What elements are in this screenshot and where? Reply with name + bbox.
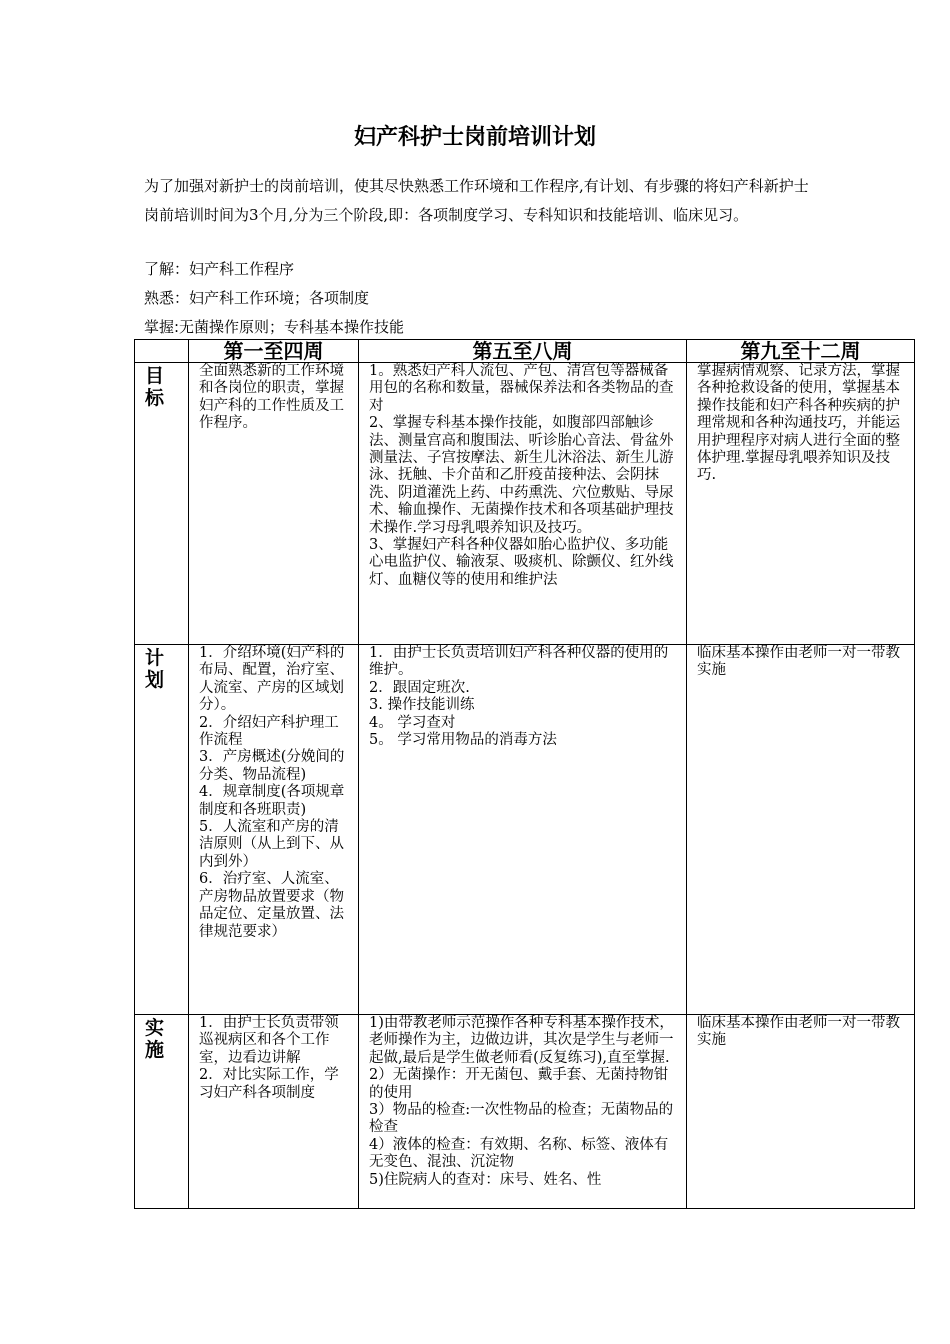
cell-paragraph: 6．治疗室、人流室、产房物品放置要求（物品定位、定量放置、法律规范要求） bbox=[199, 871, 344, 940]
familiar-line: 熟悉：妇产科工作环境；各项制度 bbox=[144, 289, 370, 307]
goal-week-9-12 bbox=[687, 363, 915, 645]
table-header-row bbox=[135, 340, 915, 363]
header-empty bbox=[135, 340, 189, 363]
cell-paragraph: 3．产房概述(分娩间的分类、物品流程) bbox=[199, 749, 345, 783]
implement-week-5-8 bbox=[359, 1015, 687, 1209]
cell-paragraph: 2．跟固定班次. bbox=[369, 679, 470, 696]
cell-paragraph: 临床基本操作由老师一对一带教实施 bbox=[697, 1015, 900, 1049]
row-label-implement: 实 施 bbox=[135, 1015, 189, 1209]
plan-week-5-8 bbox=[359, 645, 687, 1015]
intro-paragraph: 为了加强对新护士的岗前培训，使其尽快熟悉工作环境和工作程序,有计划、有步骤的将妇产科新护士岗前培训时间为3个月,分为三个阶段,即：各项制度学习、专科知识和技能培训、临床见习。 bbox=[144, 177, 809, 224]
header-week-1-4: 第一至四周 bbox=[189, 340, 359, 363]
cell-paragraph: 4．规章制度(各项规章制度和各班职责) bbox=[199, 784, 345, 818]
cell-paragraph: 1。熟悉妇产科人流包、产包、清宫包等器械备用包的名称和数量，器械保养法和各类物品的查对 bbox=[369, 363, 674, 414]
master-line: 掌握:无菌操作原则；专科基本操作技能 bbox=[144, 318, 405, 336]
understand-line: 了解：妇产科工作程序 bbox=[144, 260, 295, 278]
plan-week-1-4 bbox=[189, 645, 359, 1015]
cell-paragraph: 5)住院病人的查对：床号、姓名、性 bbox=[369, 1171, 602, 1188]
cell-paragraph: 3. 操作技能训练 bbox=[369, 697, 475, 714]
cell-paragraph: 2、掌握专科基本操作技能，如腹部四部触诊法、测量宫高和腹围法、听诊胎心音法、骨盆外测量法、子宫按摩法、新生儿沐浴法、新生儿游泳、抚触、卡介苗和乙肝疫苗接种法、会阴抹洗、阴道灌洗上药、中药熏洗、穴位敷贴、导尿术、输血操作、无菌操作技术和各项基础护理技术操作.学习母乳喂养知识及技巧。 bbox=[369, 415, 674, 536]
plan-week-9-12 bbox=[687, 645, 915, 1015]
implement-week-1-4 bbox=[189, 1015, 359, 1209]
cell-paragraph: 5．人流室和产房的清洁原则（从上到下、从内到外） bbox=[199, 819, 344, 870]
page-title: 妇产科护士岗前培训计划 bbox=[353, 125, 596, 150]
cell-paragraph: 1．介绍环境(妇产科的布局、配置，治疗室、人流室、产房的区域划分）。 bbox=[199, 645, 345, 714]
cell-paragraph: 全面熟悉新的工作环境和各岗位的职责，掌握妇产科的工作性质及工作程序。 bbox=[199, 363, 344, 432]
goal-week-1-4 bbox=[189, 363, 359, 645]
goal-week-5-8 bbox=[359, 363, 687, 645]
cell-paragraph: 1)由带教老师示范操作各种专科基本操作技术，老师操作为主，边做边讲，其次是学生与老师一起做,最后是学生做老师看(反复练习),直至掌握. bbox=[369, 1015, 674, 1066]
cell-paragraph: 2．对比实际工作，学习妇产科各项制度 bbox=[199, 1067, 339, 1101]
table-row bbox=[135, 645, 915, 1015]
cell-paragraph: 4）液体的检查：有效期、名称、标签、液体有无变色、混浊、沉淀物 bbox=[369, 1136, 669, 1171]
cell-paragraph: 3、掌握妇产科各种仪器如胎心监护仪、多功能心电监护仪、输液泵、吸痰机、除颤仪、红外线灯、血糖仪等的使用和维护法 bbox=[369, 537, 674, 588]
cell-paragraph: 2．介绍妇产科护理工作流程 bbox=[199, 714, 339, 749]
cell-paragraph: 4。 学习查对 bbox=[369, 714, 456, 731]
cell-paragraph: 掌握病情观察、记录方法，掌握各种抢救设备的使用，掌握基本操作技能和妇产科各种疾病的护理常规和各种沟通技巧，并能运用护理程序对病人进行全面的整体护理.掌握母乳喂养知识及技巧. bbox=[697, 363, 900, 484]
implement-week-9-12 bbox=[687, 1015, 915, 1209]
table-row bbox=[135, 363, 915, 645]
row-label-plan: 计 划 bbox=[135, 645, 189, 1015]
table-row bbox=[135, 1015, 915, 1209]
header-week-9-12: 第九至十二周 bbox=[687, 340, 915, 363]
cell-paragraph: 3）物品的检查:一次性物品的检查；无菌物品的检查 bbox=[369, 1102, 674, 1136]
cell-paragraph: 临床基本操作由老师一对一带教实施 bbox=[697, 645, 900, 679]
row-label-goal: 目 标 bbox=[135, 363, 189, 645]
cell-paragraph: 1．由护士长负责带领巡视病区和各个工作室，边看边讲解 bbox=[199, 1015, 339, 1066]
training-plan-table bbox=[134, 339, 915, 1209]
cell-paragraph: 5。 学习常用物品的消毒方法 bbox=[369, 732, 557, 749]
cell-paragraph: 1．由护士长负责培训妇产科各种仪器的使用的维护。 bbox=[369, 645, 669, 679]
header-week-5-8: 第五至八周 bbox=[359, 340, 687, 363]
cell-paragraph: 2）无菌操作：开无菌包、戴手套、无菌持物钳的使用 bbox=[369, 1067, 669, 1101]
